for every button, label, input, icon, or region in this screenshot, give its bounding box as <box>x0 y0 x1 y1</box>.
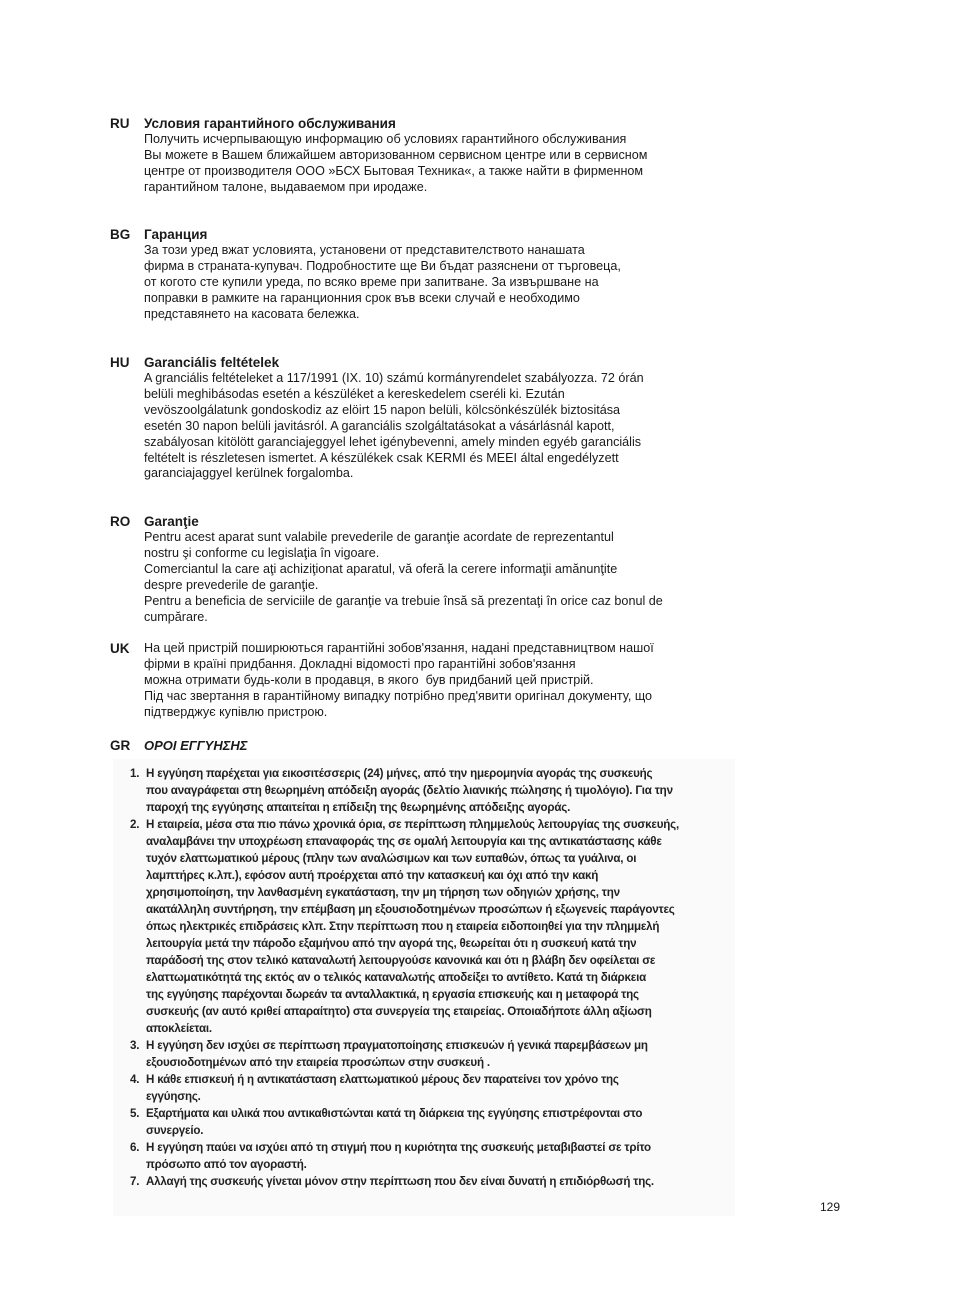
language-code: RO <box>110 514 131 529</box>
text-line: όπως ηλεκτρικές επιδράσεις κλπ. Στην περίπτωση που η εταιρεία ειδοποιηθεί για την πλημμελή <box>146 920 660 933</box>
text-line: εγγύησης. <box>146 1090 201 1103</box>
text-line: Pentru a beneficia de serviciile de garanţie va trebuie însă să prezentaţi în orice caz bonul de <box>144 593 663 608</box>
text-line: χρησιμοποίηση, την λανθασμένη εγκατάσταση, την μη τήρηση των οδηγιών χρήσης, την <box>146 886 620 899</box>
item-number: 4. <box>130 1073 140 1086</box>
language-code: HU <box>110 355 130 370</box>
text-line: фірми в країні придбання. Докладні відомості про гарантійні зобов'язання <box>144 656 576 671</box>
page-number: 129 <box>820 1200 841 1214</box>
text-line: despre prevederile de garanţie. <box>144 577 319 592</box>
text-line: гарантийном талоне, выдаваемом при иродаже. <box>144 179 428 194</box>
text-line: Η εγγύηση δεν ισχύει σε περίπτωση πραγματοποίησης επισκευών ή γενικά παρεμβάσεων μη <box>146 1039 648 1052</box>
warranty-terms-list <box>130 765 730 1190</box>
text-line: τυχόν ελαττωματικού μέρους (πλην των αναλώσιμων και των ευπαθών, όπως τα γυάλινα, οι <box>146 852 637 865</box>
item-number: 7. <box>130 1175 140 1188</box>
item-number: 5. <box>130 1107 140 1120</box>
section-title: Условия гарантийного обслуживания <box>144 116 396 131</box>
item-number: 2. <box>130 818 140 831</box>
text-line: Під час звертання в гарантійному випадку потрібно пред'явити оригінал документу, що <box>144 688 653 703</box>
text-line: A granciális feltételeket a 117/1991 (IX. 10) számú kormányrendelet szabályozza. 72 órán <box>144 371 644 385</box>
text-line: представянето на касовата бележка. <box>144 306 360 321</box>
text-line: πρόσωπο από τον αγοραστή. <box>146 1158 307 1171</box>
list-item <box>130 1139 730 1173</box>
list-item <box>130 816 730 1037</box>
language-code: RU <box>110 116 130 131</box>
section-title: Garanciális feltételek <box>144 355 280 370</box>
text-line: За този уред вжат условията, установени от представителството нанашата <box>144 243 585 257</box>
text-line: Comerciantul la care aţi achiziţionat aparatul, vă oferă la cerere informaţii amănunţite <box>144 561 618 576</box>
text-line: της εγγύησης παρέχονται δωρεάν τα ανταλλακτικά, η εργασία επισκευής και η μεταφορά της <box>146 988 639 1001</box>
list-item <box>130 1173 730 1190</box>
text-line: παροχή της εγγύησης απαιτείται η επίδειξη της θεωρημένης απόδειξης αγοράς. <box>146 801 571 814</box>
text-line: nostru şi conforme cu legislaţia în vigoare. <box>144 545 380 560</box>
list-item <box>130 1037 730 1071</box>
text-line: поправки в рамките на гаранционния срок във всеки случай е необходимо <box>144 290 580 305</box>
text-line: λειτουργία μετά την πάροδο εξαμήνου από την αγορά της, θεωρείται ότι η συσκευή κατά την <box>146 937 637 950</box>
text-line: Η εγγύηση παρέχεται για εικοσιτέσσερις (24) μήνες, από την ημερομηνία αγοράς της συσκευής <box>146 767 653 780</box>
text-line: ελαττωματικότητά της εκτός αν ο τελικός καταναλωτής αποδείξει το αντίθετο. Κατά τη διάρκεια <box>146 971 647 984</box>
text-line: центре от производителя ООО »БСХ Бытовая Техника«, а также найти в фирменном <box>144 163 644 178</box>
text-line: garanciajaggyel kerülnek forgalomba. <box>144 466 354 481</box>
language-code: UK <box>110 641 130 656</box>
text-line: esetén 30 napon belüli javitásról. A garanciális szolgáltatásokat a vásárlásnál kapott, <box>144 418 615 433</box>
text-line: εξουσιοδοτημένων από την εταιρεία προσώπων στην συσκευή . <box>146 1056 490 1069</box>
section-title: ΟΡΟΙ ΕΓΓΥΗΣΗΣ <box>144 738 248 753</box>
text-line: λαμπτήρες κ.λπ.), εφόσον αυτή προέρχεται από την κατασκευή και όχι από την κακή <box>146 869 599 882</box>
section-title: Гаранция <box>144 227 208 242</box>
list-item <box>130 765 730 816</box>
text-line: cumpărare. <box>144 609 208 624</box>
text-line: παράδοσή της στον τελικό καταναλωτή λειτουργούσε κανονικά και ότι η βλάβη δεν οφείλεται σε <box>146 954 656 967</box>
text-line: συσκευής (αν αυτό κριθεί απαραίτητο) στα συνεργεία της εταιρείας. Οποιαδήποτε άλλη αξίωση <box>146 1005 652 1018</box>
text-line: можна отримати будь-коли в продавця, в якого був придбаний цей пристрій. <box>144 672 594 687</box>
text-line: που αναγράφεται στη θεωρημένη απόδειξη αγοράς (δελτίο λιανικής πώλησης ή τιμολόγιο). Για την <box>146 784 673 797</box>
item-number: 1. <box>130 767 140 780</box>
text-line: підтверджує купівлю пристрою. <box>144 704 328 719</box>
list-item <box>130 1105 730 1139</box>
text-line: Η κάθε επισκευή ή η αντικατάσταση ελαττωματικού μέρους δεν παρατείνει τον χρόνο της <box>146 1073 619 1086</box>
item-number: 6. <box>130 1141 140 1154</box>
item-number: 3. <box>130 1039 140 1052</box>
text-line: Вы можете в Вашем ближайшем авторизованном сервисном центре или в сервисном <box>144 147 648 162</box>
text-line: Εξαρτήματα και υλικά που αντικαθιστώνται κατά τη διάρκεια της εγγύησης επιστρέφονται στο <box>146 1107 643 1120</box>
text-line: vevöszoolgálatunk gondoskodiz az elöirt 15 napon belüli, kölcsönkészülék biztositása <box>144 402 621 417</box>
text-line: szabályosan kitölött garanciajeggyel lehet igénybevenni, amely minden egyéb garanciális <box>144 434 642 449</box>
list-item <box>130 1071 730 1105</box>
text-line: Αλλαγή της συσκευής γίνεται μόνον στην περίπτωση που δεν είναι δυνατή η επιδιόρθωσή της. <box>146 1175 654 1188</box>
text-line: feltételt is részletesen ismertet. A készülékek csak KERMI és MEEI által engedélyzett <box>144 450 619 465</box>
text-line: Получить исчерпывающую информацию об условиях гарантийного обслуживания <box>144 132 627 146</box>
text-line: Pentru acest aparat sunt valabile prevederile de garanţie acordate de reprezentantul <box>144 530 614 544</box>
text-line: αποκλείεται. <box>146 1022 212 1035</box>
text-line: συνεργείο. <box>146 1124 204 1137</box>
text-line: Η εγγύηση παύει να ισχύει από τη στιγμή που η κυριότητα της συσκευής μεταβιβαστεί σε τρίτο <box>146 1141 651 1154</box>
text-line: ακατάλληλη συντήρηση, την επέμβαση μη εξουσιοδοτημένων προσώπων ή εξωγενείς παράγοντες <box>146 903 675 916</box>
text-line: belüli meghibásodas esetén a készüléket a kereskedelem cseréli ki. Ezután <box>144 386 565 401</box>
language-code: GR <box>110 738 131 753</box>
text-line: На цей пристрій поширюються гарантійні зобов'язання, надані представництвом нашої <box>144 641 654 655</box>
text-line: αναλαμβάνει την υποχρέωση επαναφοράς της σε ομαλή λειτουργία και της αντικατάστασης κάθε <box>146 835 662 848</box>
text-line: Η εταιρεία, μέσα στα πιο πάνω χρονικά όρια, σε περίπτωση πλημμελούς λειτουργίας της συσκευής, <box>146 818 679 831</box>
language-code: BG <box>110 227 131 242</box>
text-line: от когото сте купили уреда, по всяко време при запитване. За извършване на <box>144 274 599 289</box>
section-title: Garanţie <box>144 514 199 529</box>
text-line: фирма в страната-купувач. Подробностите ще Ви бъдат разяснени от търговеца, <box>144 258 621 273</box>
